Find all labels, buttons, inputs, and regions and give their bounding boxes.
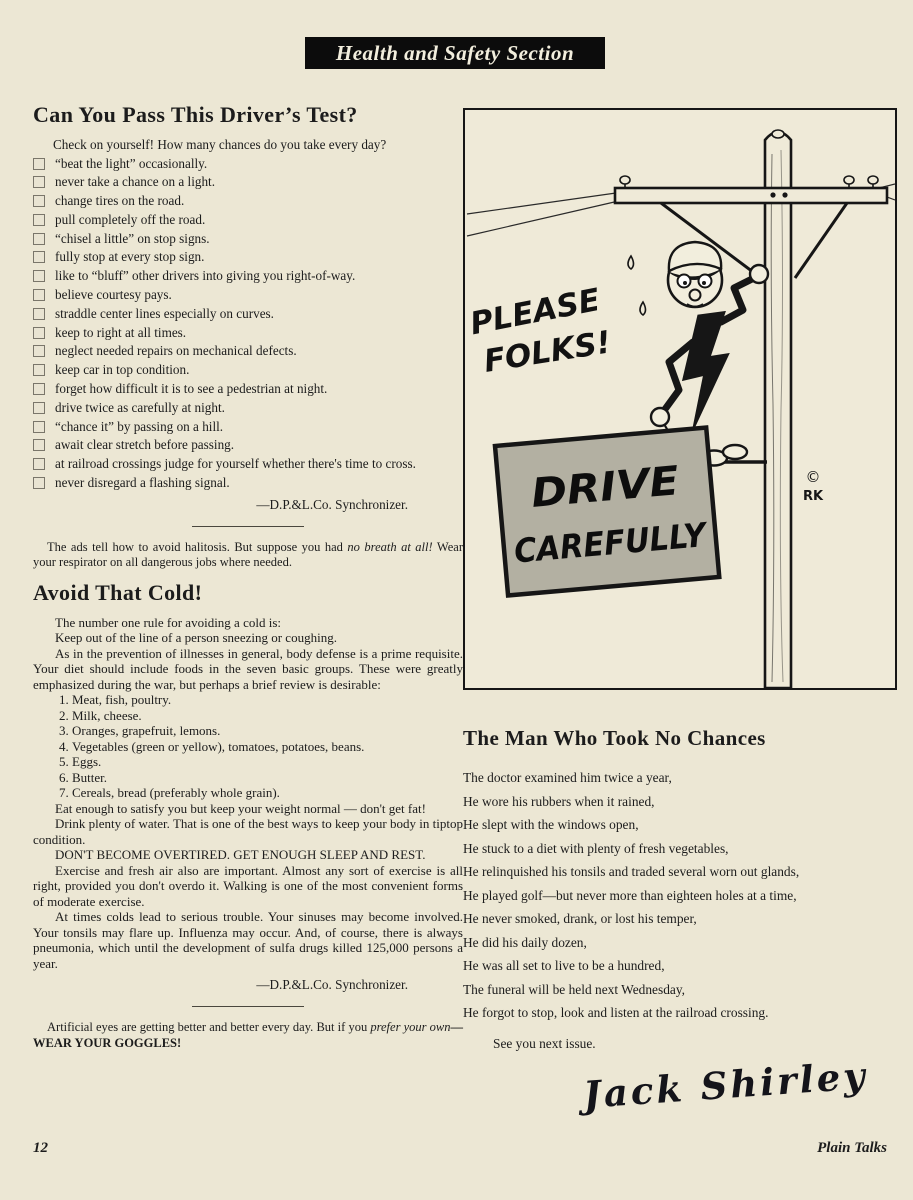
right-column — [463, 108, 897, 1117]
checkbox[interactable] — [33, 289, 45, 301]
poem-line: He stuck to a diet with plenty of fresh vegetables, — [463, 840, 729, 856]
food-group-item: 4. Vegetables (green or yellow), tomatoes, potatoes, beans. — [59, 739, 463, 755]
no-chances-title: The Man Who Took No Chances — [463, 726, 766, 750]
avoid-cold-p6: DON'T BECOME OVERTIRED. GET ENOUGH SLEEP AND REST. — [55, 847, 426, 863]
checkbox[interactable] — [33, 195, 45, 207]
checklist-item — [33, 213, 463, 228]
halitosis-note-text: The ads tell how to avoid halitosis. But suppose you had — [47, 539, 348, 554]
checklist-item-label: believe courtesy pays. — [55, 287, 172, 303]
avoid-cold-p4: Eat enough to satisfy you but keep your weight normal — don't get fat! — [55, 800, 426, 816]
checkbox[interactable] — [33, 345, 45, 357]
checkbox[interactable] — [33, 364, 45, 376]
checklist-item — [33, 175, 463, 190]
checklist-item-label: drive twice as carefully at night. — [55, 399, 225, 415]
drivers-test-intro: Check on yourself! How many chances do you take every day? — [53, 137, 387, 152]
checklist-item-label: “beat the light” occasionally. — [55, 155, 208, 171]
checkbox[interactable] — [33, 270, 45, 282]
halitosis-note — [33, 540, 463, 571]
checklist-item-label: never take a chance on a light. — [55, 174, 216, 190]
drivers-test-attribution: —D.P.&L.Co. Synchronizer. — [256, 496, 408, 512]
checkbox[interactable] — [33, 439, 45, 451]
checkbox[interactable] — [33, 327, 45, 339]
drivers-test-section — [33, 102, 463, 513]
drivers-test-checklist — [33, 157, 463, 491]
artist-credit — [803, 468, 824, 504]
checklist-item — [33, 288, 463, 303]
food-group-item: 1. Meat, fish, poultry. — [59, 692, 463, 708]
avoid-cold-p3: As in the prevention of illnesses in general, body defense is a prime requisite. Your diet should include foods in the seven basic groups. These were greatly emphasized during the war, but perhaps a brief review is desirable: — [33, 645, 463, 692]
checkbox[interactable] — [33, 251, 45, 263]
avoid-cold-attribution: —D.P.&L.Co. Synchronizer. — [256, 977, 408, 993]
checkbox[interactable] — [33, 402, 45, 414]
checkbox[interactable] — [33, 158, 45, 170]
food-group-item: 5. Eggs. — [59, 754, 463, 770]
goggles-note-text: Artificial eyes are getting better and better every day. But if you — [47, 1020, 371, 1035]
checklist-item — [33, 382, 463, 397]
utility-pole — [765, 130, 791, 688]
page-number: 12 — [33, 1140, 48, 1156]
food-group-item: 7. Cereals, bread (preferably whole grain). — [59, 785, 463, 801]
crossarm — [615, 176, 887, 278]
poem-line: He never smoked, drank, or lost his temper, — [463, 911, 697, 926]
checklist-item-label: await clear stretch before passing. — [55, 437, 235, 453]
poem-line: He relinquished his tonsils and traded several worn out glands, — [463, 864, 800, 879]
publication-name: Plain Talks — [817, 1140, 887, 1156]
closing-line: See you next issue. — [493, 1036, 596, 1051]
cartoon-svg — [465, 110, 895, 688]
checklist-item-label: “chance it” by passing on a hill. — [55, 418, 224, 434]
drive-carefully-cartoon — [463, 108, 897, 690]
goggles-note-bold: —WEAR YOUR GOGGLES! — [33, 1020, 463, 1050]
checkbox[interactable] — [33, 308, 45, 320]
section-banner: Health and Safety Section — [305, 37, 605, 69]
avoid-cold-body — [33, 615, 463, 972]
checklist-item-label: keep car in top condition. — [55, 362, 190, 378]
halitosis-note-text-after: Wear your respirator on all dangerous jobs where needed. — [33, 539, 463, 570]
poem-line: He forgot to stop, look and listen at the railroad crossing. — [463, 1005, 769, 1020]
avoid-cold-title: Avoid That Cold! — [33, 579, 203, 605]
food-group-item: 2. Milk, cheese. — [59, 708, 463, 724]
poem-line: He wore his rubbers when it rained, — [463, 793, 655, 809]
divider-rule — [192, 1006, 304, 1007]
checkbox[interactable] — [33, 383, 45, 395]
checklist-item-label: forget how difficult it is to see a pedestrian at night. — [55, 381, 328, 397]
no-chances-poem — [463, 771, 897, 1020]
checklist-item — [33, 344, 463, 359]
poem-line: He did his daily dozen, — [463, 934, 587, 950]
checklist-item — [33, 157, 463, 172]
checkbox[interactable] — [33, 176, 45, 188]
artist-initials: RK — [802, 489, 824, 504]
signature: Jack Shirley — [581, 1053, 870, 1117]
avoid-cold-p5: Drink plenty of water. That is one of the best ways to keep your body in tiptop condition. — [33, 816, 463, 847]
checklist-item — [33, 401, 463, 416]
checklist-item — [33, 269, 463, 284]
speech-text — [467, 282, 613, 380]
checklist-item-label: “chisel a little” on stop signs. — [55, 230, 210, 246]
no-chances-section — [463, 726, 897, 1117]
checklist-item — [33, 307, 463, 322]
food-group-item: 6. Butter. — [59, 770, 463, 786]
checkbox[interactable] — [33, 214, 45, 226]
checklist-item — [33, 232, 463, 247]
checklist-item — [33, 476, 463, 491]
sweat-drops — [628, 256, 646, 315]
halitosis-note-italic: no breath at all! — [347, 539, 433, 554]
checkbox[interactable] — [33, 233, 45, 245]
checklist-item-label: at railroad crossings judge for yourself whether there's time to cross. — [55, 456, 416, 472]
checklist-item — [33, 420, 463, 435]
checklist-item-label: never disregard a flashing signal. — [55, 475, 230, 491]
drive-carefully-sign — [495, 428, 724, 596]
checklist-item — [33, 363, 463, 378]
checkbox[interactable] — [33, 458, 45, 470]
checklist-item-label: keep to right at all times. — [55, 324, 187, 340]
checklist-item-label: pull completely off the road. — [55, 211, 206, 227]
avoid-cold-p8: At times colds lead to serious trouble. Your sinuses may become involved. Your tonsils may flare up. Influenza may occur. And, of course, there is always pneumonia, which until the development of sulfa drugs killed 125,000 persons a year. — [33, 909, 463, 971]
copyright-symbol: © — [805, 468, 821, 486]
checkbox[interactable] — [33, 477, 45, 489]
goggles-note — [33, 1020, 463, 1051]
avoid-cold-section — [33, 580, 463, 994]
avoid-cold-p2: Keep out of the line of a person sneezing or coughing. — [55, 630, 337, 646]
checklist-item-label: change tires on the road. — [55, 193, 185, 209]
speech-line2: FOLKS! — [481, 324, 614, 380]
sign-line2: CAREFULLY — [512, 513, 724, 571]
avoid-cold-p7: Exercise and fresh air also are important. Almost any sort of exercise is all right, provided you don't overdo it. Walking is one of the most convenient forms of moderate exercise. — [33, 862, 463, 909]
poem-line: He played golf—but never more than eighteen holes at a time, — [463, 887, 797, 903]
drivers-test-title: Can You Pass This Driver’s Test? — [33, 102, 358, 127]
sign-line1: DRIVE — [529, 459, 670, 517]
checklist-item — [33, 250, 463, 265]
speech-line1: PLEASE — [467, 282, 603, 343]
checklist-item — [33, 194, 463, 209]
poem-line: He slept with the windows open, — [463, 817, 639, 832]
checkbox[interactable] — [33, 421, 45, 433]
left-column — [33, 102, 463, 1051]
checklist-item-label: straddle center lines especially on curves. — [55, 305, 274, 321]
food-groups-list — [33, 692, 463, 801]
checklist-item-label: like to “bluff” other drivers into giving you right-of-way. — [55, 268, 356, 284]
checklist-item — [33, 438, 463, 453]
poem-line: The doctor examined him twice a year, — [463, 770, 672, 785]
checklist-item-label: neglect needed repairs on mechanical defects. — [55, 343, 297, 359]
goggles-note-italic: prefer your own — [370, 1020, 451, 1035]
avoid-cold-p1: The number one rule for avoiding a cold is: — [55, 614, 281, 630]
checklist-item — [33, 326, 463, 341]
poem-line: The funeral will be held next Wednesday, — [463, 981, 686, 997]
poem-line: He was all set to live to be a hundred, — [463, 958, 665, 973]
divider-rule — [192, 526, 304, 527]
checklist-item-label: fully stop at every stop sign. — [55, 249, 205, 265]
checklist-item — [33, 457, 463, 472]
food-group-item: 3. Oranges, grapefruit, lemons. — [59, 723, 463, 739]
